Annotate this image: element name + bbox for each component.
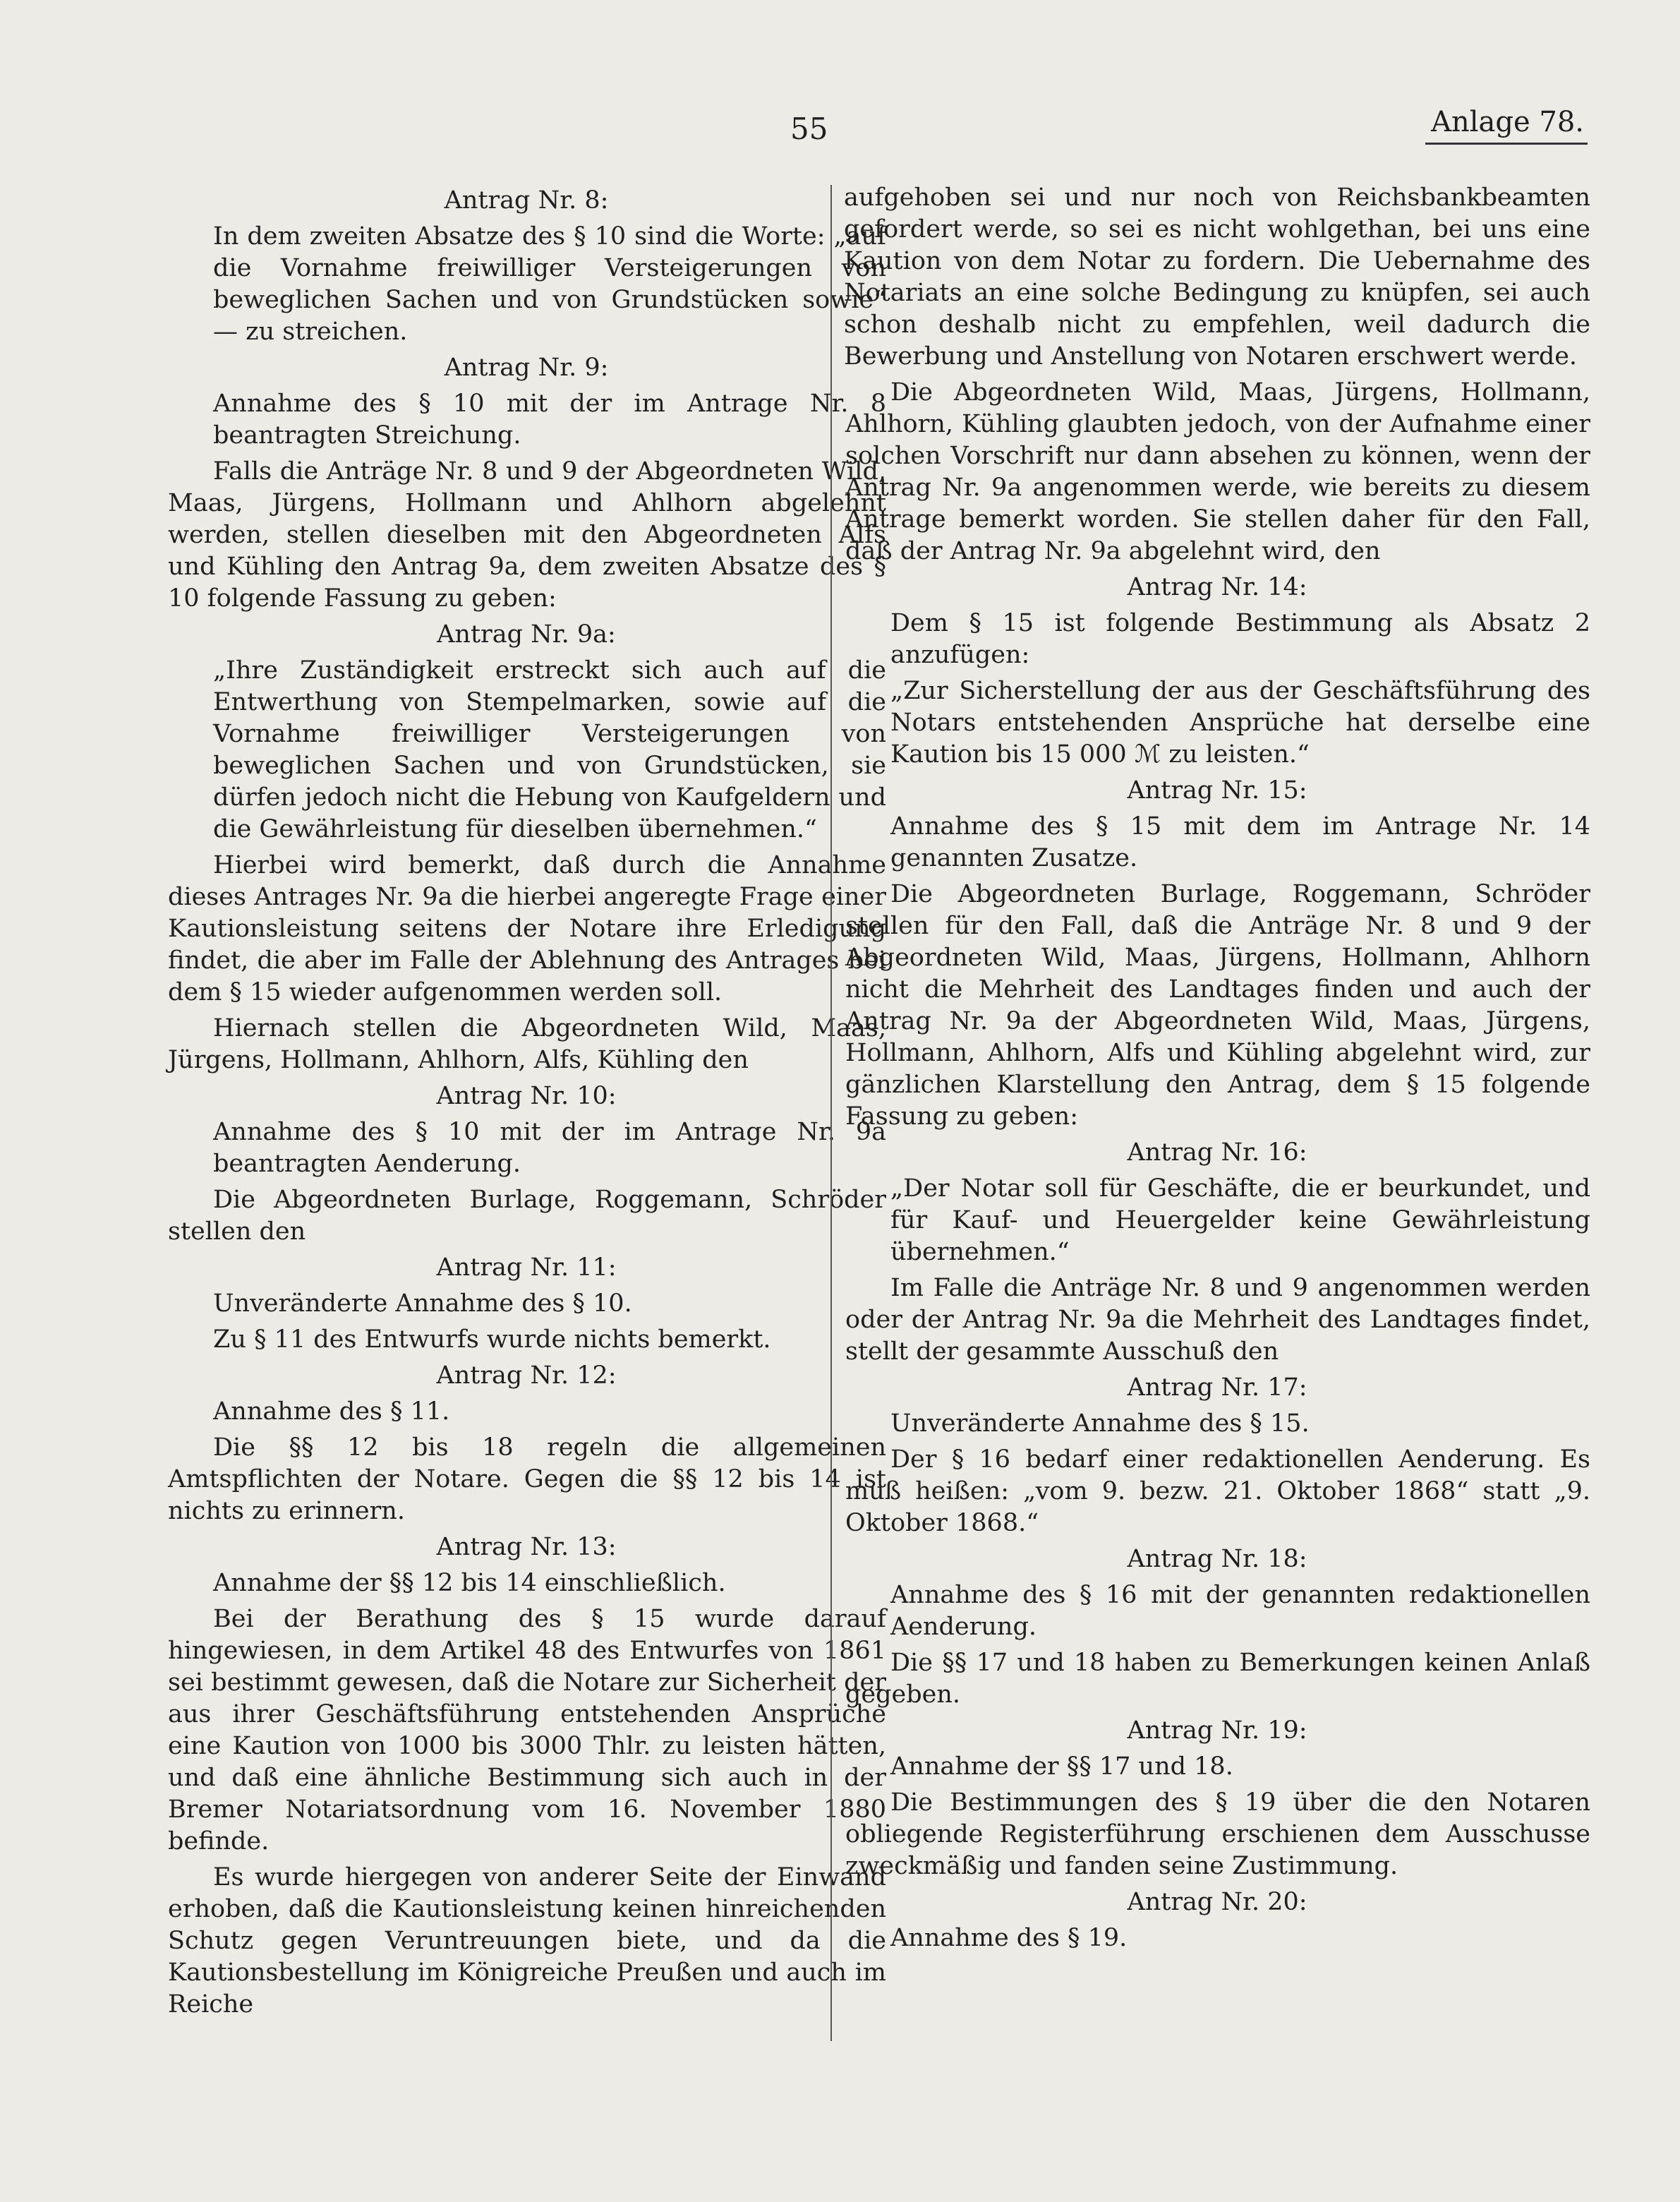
paragraph: Die Abgeordneten Burlage, Roggemann, Schröder stellen für den Fall, daß die Anträge Nr. 8 und 9 der Abgeordneten Wild, Maas, Jürgens, Hollmann, Ahlhorn nicht die Mehrheit des Landtages finden und auch der Antrag Nr. 9a der Abgeordneten Wild, Maas, Jürgens, Hollmann, Ahlhorn, Alfs und Kühling abgelehnt wird, zur gänzlichen Klarstellung den Antrag, dem § 15 folgende Fassung zu geben: (845, 880, 1590, 1131)
paragraph: Falls die Anträge Nr. 8 und 9 der Abgeordneten Wild, Maas, Jürgens, Hollmann und Ahlhorn abgelehnt werden, stellen dieselben mit den Abgeordneten Alfs und Kühling den Antrag 9a, dem zweiten Absatze des § 10 folgende Fassung zu geben: (168, 457, 886, 613)
paragraph: Dem § 15 ist folgende Bestimmung als Absatz 2 anzufügen: (890, 609, 1590, 669)
paragraph: Die §§ 12 bis 18 regeln die allgemeinen Amtspflichten der Notare. Gegen die §§ 12 bis 14 ist nichts zu erinnern. (168, 1433, 886, 1525)
paragraph: Annahme der §§ 12 bis 14 einschließlich. (213, 1569, 726, 1597)
antrag-heading: Antrag Nr. 8: (444, 186, 609, 215)
paragraph: „Der Notar soll für Geschäfte, die er beurkundet, und für Kauf- und Heuergelder keine Gewährleistung übernehmen.“ (890, 1174, 1590, 1266)
paragraph: Annahme des § 15 mit dem im Antrage Nr. 14 genannten Zusatze. (890, 812, 1590, 872)
antrag-heading: Antrag Nr. 11: (436, 1253, 617, 1282)
paragraph: Zu § 11 des Entwurfs wurde nichts bemerkt. (213, 1325, 771, 1354)
paragraph: Die §§ 17 und 18 haben zu Bemerkungen keinen Anlaß gegeben. (845, 1649, 1590, 1709)
antrag-heading: Antrag Nr. 18: (1127, 1545, 1307, 1573)
antrag-heading: Antrag Nr. 20: (1127, 1888, 1307, 1916)
antrag-heading: Antrag Nr. 17: (1127, 1373, 1307, 1402)
antrag-heading: Antrag Nr. 14: (1127, 573, 1307, 601)
antrag-heading: Antrag Nr. 9a: (437, 620, 616, 649)
paragraph: In dem zweiten Absatze des § 10 sind die Worte: „auf die Vornahme freiwilliger Versteigerungen von beweglichen Sachen und von Grundstücken sowie“ — zu streichen. (213, 222, 886, 346)
paragraph: „Ihre Zuständigkeit erstreckt sich auch auf die Entwerthung von Stempelmarken, sowie auf die Vornahme freiwilliger Versteigerungen von beweglichen Sachen und von Grundstücken, sie dürfen jedoch nicht die Hebung von Kaufgeldern und die Gewährleistung für dieselben übernehmen.“ (213, 656, 886, 843)
paragraph: Annahme des § 11. (213, 1397, 450, 1426)
antrag-heading: Antrag Nr. 13: (436, 1533, 617, 1561)
antrag-heading: Antrag Nr. 15: (1127, 776, 1307, 805)
paragraph: Die Bestimmungen des § 19 über die den Notaren obliegende Registerführung erschienen dem Ausschusse zweckmäßig und fanden seine Zustimmung. (845, 1788, 1590, 1880)
antrag-heading: Antrag Nr. 19: (1127, 1716, 1307, 1745)
antrag-heading: Antrag Nr. 16: (1127, 1138, 1307, 1167)
right-column (844, 182, 1590, 1959)
antrag-heading: Antrag Nr. 12: (436, 1361, 617, 1390)
paragraph: Bei der Berathung des § 15 wurde darauf hingewiesen, in dem Artikel 48 des Entwurfes von 1861 sei bestimmt gewesen, daß die Notare zur Sicherheit der aus ihrer Geschäftsführung entstehenden Ansprüche eine Kaution von 1000 bis 3000 Thlr. zu leisten hätten, und daß eine ähnliche Bestimmung sich auch in der Bremer Notariatsordnung vom 16. November 1880 befinde. (168, 1605, 886, 1855)
header-underline (1425, 143, 1588, 145)
paragraph: Die Abgeordneten Wild, Maas, Jürgens, Hollmann, Ahlhorn, Kühling glaubten jedoch, von der Aufnahme einer solchen Vorschrift nur dann absehen zu können, wenn der Antrag Nr. 9a angenommen werde, wie bereits zu diesem Antrage bemerkt worden. Sie stellen daher für den Fall, daß der Antrag Nr. 9a abgelehnt wird, den (845, 378, 1590, 565)
paragraph: Unveränderte Annahme des § 15. (890, 1409, 1310, 1438)
antrag-heading: Antrag Nr. 9: (444, 354, 609, 382)
paragraph: Unveränderte Annahme des § 10. (213, 1289, 632, 1318)
column-divider (830, 185, 832, 2041)
paragraph: Im Falle die Anträge Nr. 8 und 9 angenommen werden oder der Antrag Nr. 9a die Mehrheit des Landtages findet, stellt der gesammte Ausschuß den (845, 1274, 1590, 1366)
anlage-label: Anlage 78. (1431, 106, 1584, 138)
paragraph: Hiernach stellen die Abgeordneten Wild, Maas, Jürgens, Hollmann, Ahlhorn, Alfs, Kühling den (168, 1014, 886, 1074)
paragraph: Annahme des § 16 mit der genannten redaktionellen Aenderung. (890, 1581, 1590, 1641)
left-column (167, 182, 886, 2025)
paragraph: Annahme des § 10 mit der im Antrage Nr. 9a beantragten Aenderung. (213, 1118, 886, 1178)
paragraph: Der § 16 bedarf einer redaktionellen Aenderung. Es muß heißen: „vom 9. bezw. 21. Oktober 1868“ statt „9. Oktober 1868.“ (845, 1445, 1590, 1537)
antrag-heading: Antrag Nr. 10: (436, 1082, 617, 1110)
paragraph: Die Abgeordneten Burlage, Roggemann, Schröder stellen den (168, 1186, 886, 1246)
paragraph: Es wurde hiergegen von anderer Seite der Einwand erhoben, daß die Kautionsleistung keinen hinreichenden Schutz gegen Veruntreuungen biete, und da die Kautionsbestellung im Königreiche Preußen und auch im Reiche (168, 1863, 886, 2019)
paragraph: Annahme des § 19. (890, 1924, 1128, 1952)
paragraph: Annahme der §§ 17 und 18. (890, 1752, 1233, 1781)
paragraph: Annahme des § 10 mit der im Antrage Nr. 8 beantragten Streichung. (213, 390, 886, 450)
paragraph: „Zur Sicherstellung der aus der Geschäftsführung des Notars entstehenden Ansprüche hat derselbe eine Kaution bis 15 000 ℳ zu leisten.“ (890, 677, 1590, 769)
paragraph: Hierbei wird bemerkt, daß durch die Annahme dieses Antrages Nr. 9a die hierbei angeregte Frage einer Kautionsleistung seitens der Notare ihre Erledigung findet, die aber im Falle der Ablehnung des Antrages bei dem § 15 wieder aufgenommen werden soll. (168, 851, 886, 1006)
paragraph: aufgehoben sei und nur noch von Reichsbankbeamten gefordert werde, so sei es nicht wohlgethan, bei uns eine Kaution von dem Notar zu fordern. Die Uebernahme des Notariats an eine solche Bedingung zu knüpfen, sei auch schon deshalb nicht zu empfehlen, weil dadurch die Bewerbung und Anstellung von Notaren erschwert werde. (844, 184, 1590, 371)
page-number: 55 (790, 112, 828, 146)
